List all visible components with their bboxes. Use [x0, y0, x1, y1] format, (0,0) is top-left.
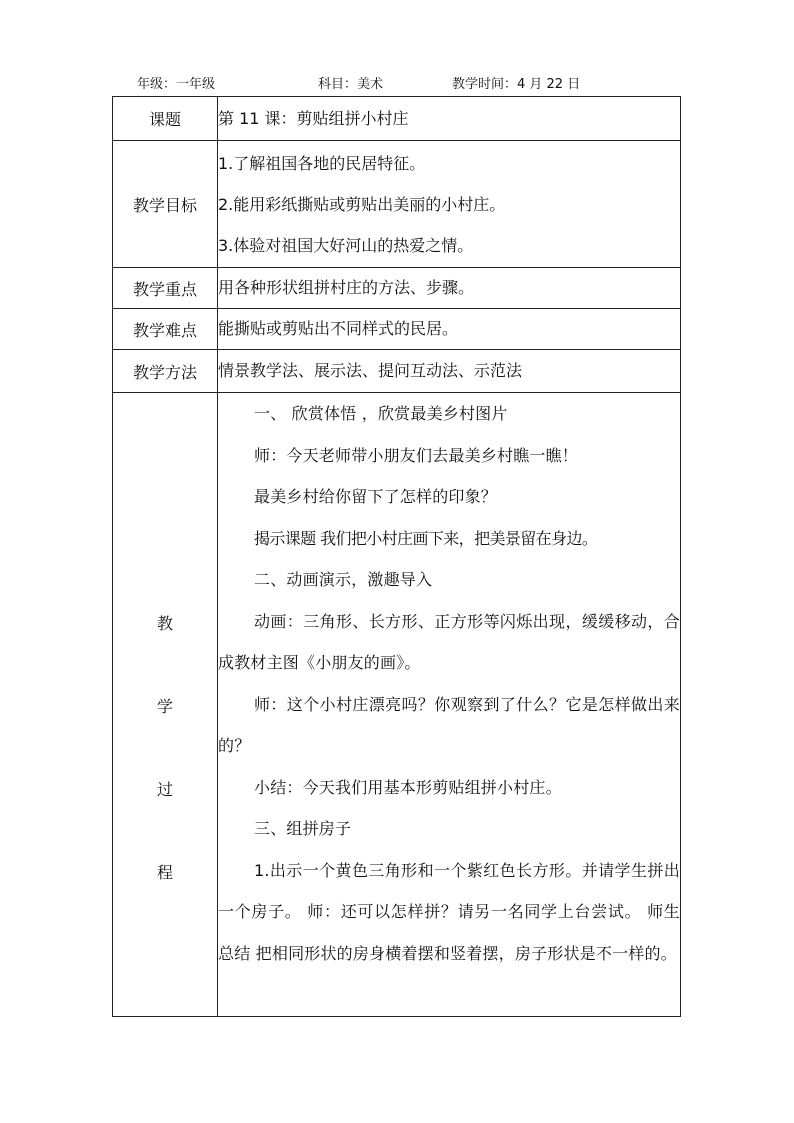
process-label-char: 程 [156, 863, 173, 882]
goal-item: 1.了解祖国各地的民居特征。 [218, 153, 426, 173]
methods-label: 教学方法 [113, 350, 218, 393]
process-paragraph: 小结：今天我们用基本形剪贴组拼小村庄。 [254, 777, 562, 797]
key-points-value [218, 268, 681, 309]
goal-item: 2.能用彩纸撕贴或剪贴出美丽的小村庄。 [218, 194, 506, 214]
goals-list [218, 141, 681, 268]
key-points-text: 用各种形状组拼村庄的方法、步骤。 [218, 278, 475, 297]
subject-label: 科目：美术 [318, 77, 384, 92]
difficulties-value [218, 309, 681, 350]
process-paragraph: 动画：三角形、长方形、正方形等闪烁出现，缓缓移动，合成教材主图《小朋友的画》。 [218, 611, 680, 672]
methods-text: 情景教学法、展示法、提问互动法、示范法 [218, 361, 523, 380]
process-label-char: 过 [156, 780, 173, 799]
process-label-char: 学 [156, 697, 173, 716]
process-content [218, 393, 681, 1017]
process-paragraph: 二、动画演示，激趣导入 [254, 570, 433, 589]
methods-value [218, 350, 681, 393]
key-points-label: 教学重点 [113, 268, 218, 309]
process-label-char: 教 [156, 614, 173, 633]
goals-label: 教学目标 [113, 141, 218, 268]
process-paragraph: 最美乡村给你留下了怎样的印象？ [254, 487, 498, 506]
title-label: 课题 [113, 97, 218, 141]
lesson-plan-table [112, 96, 681, 1017]
process-paragraph: 1.出示一个黄色三角形和一个紫红色长方形。并请学生拼出一个房子。 师：还可以怎样拼？请另一名同学上台尝试。 师生总结 把相同形状的房身横着摆和竖着摆，房子形状是不一样的。 [218, 860, 680, 963]
process-paragraph: 揭示课题 我们把小村庄画下来，把美景留在身边。 [254, 528, 598, 548]
process-paragraph: 师：今天老师带小朋友们去最美乡村瞧一瞧！ [254, 445, 579, 465]
process-label [113, 393, 218, 1017]
goals-row [113, 141, 681, 268]
process-row [113, 393, 681, 1017]
process-paragraph: 一、 欣赏体悟 ，欣赏最美乡村图片 [254, 404, 508, 423]
teaching-time-label: 教学时间：4 月 22 日 [452, 77, 581, 92]
document-header [0, 73, 794, 95]
methods-row [113, 350, 681, 393]
process-paragraph: 三、组拼房子 [254, 819, 352, 838]
difficulties-label: 教学难点 [113, 309, 218, 350]
title-text: 第 11 课：剪贴组拼小村庄 [218, 108, 409, 128]
title-row [113, 97, 681, 141]
goal-item: 3.体验对祖国大好河山的热爱之情。 [218, 235, 474, 255]
process-paragraph: 师：这个小村庄漂亮吗？你观察到了什么？它是怎样做出来的？ [218, 694, 680, 755]
difficulties-text: 能撕贴或剪贴出不同样式的民居。 [218, 319, 459, 338]
title-value [218, 97, 681, 141]
grade-label: 年级：一年级 [137, 77, 216, 92]
difficulties-row [113, 309, 681, 350]
key-points-row [113, 268, 681, 309]
